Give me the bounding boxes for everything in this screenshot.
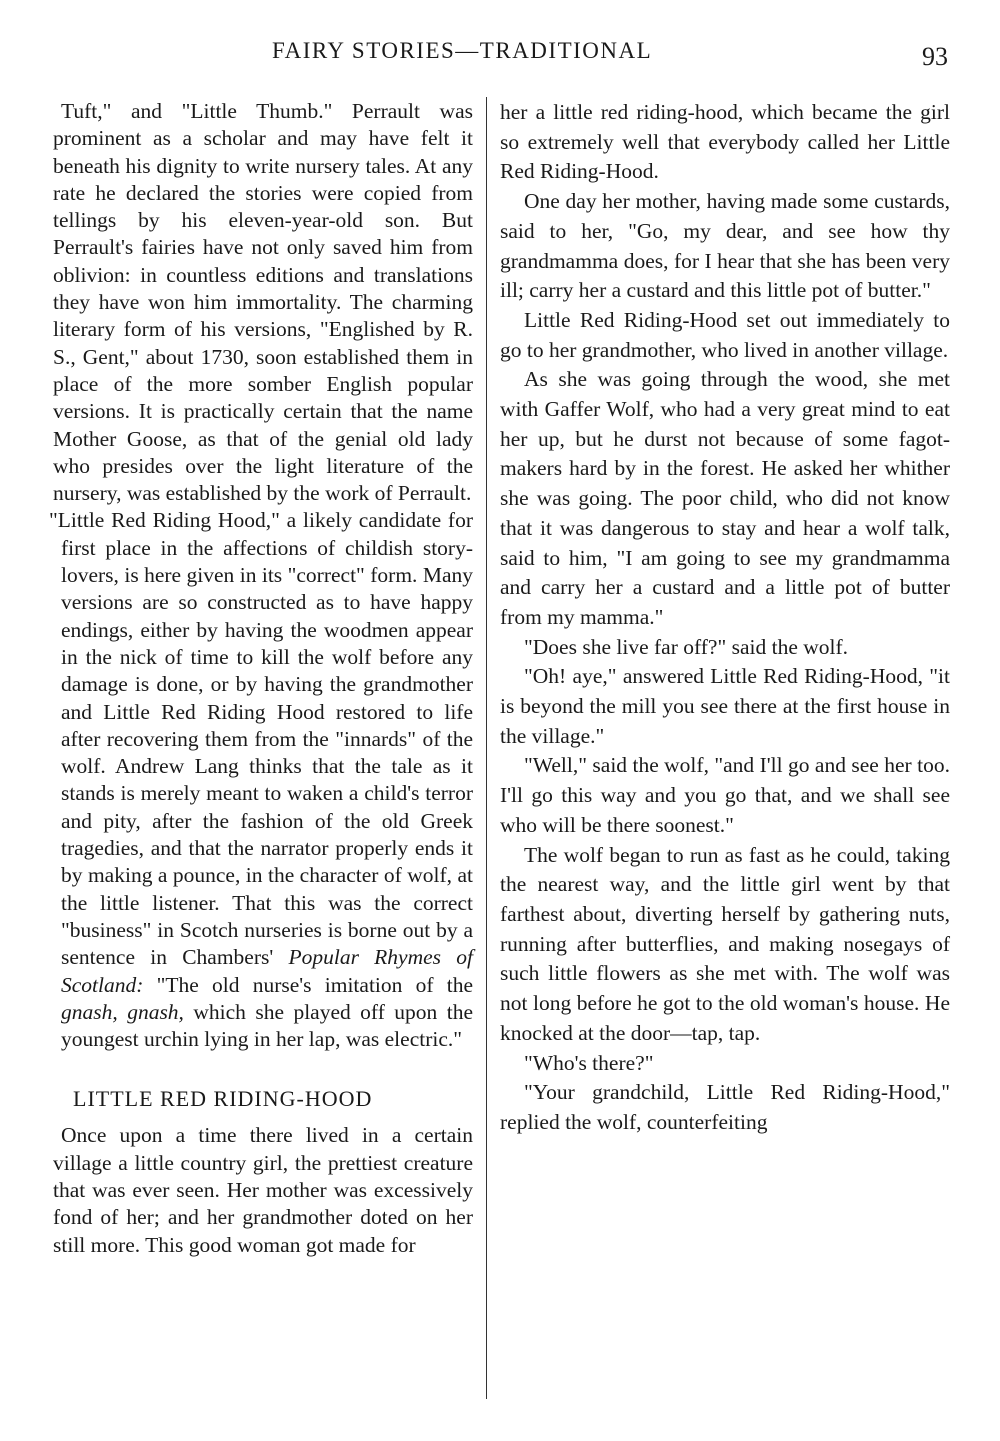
dialogue-line: "Oh! aye," answered Little Red Riding-Hood, "it is beyond the mill you see there at the first house in the village." (500, 664, 950, 748)
intro-paragraph-2 (49, 507, 473, 1053)
story-heading: LITTLE RED RIDING-HOOD (73, 1086, 373, 1112)
page-header (0, 30, 1000, 80)
page-number: 93 (922, 42, 948, 71)
dialogue-line: "Your grandchild, Little Red Riding-Hood," replied the wolf, counterfeiting (500, 1080, 950, 1134)
quote-text-after: which she played off upon the youngest urchin lying in her lap, was electric." (61, 999, 473, 1052)
running-title: FAIRY STORIES—TRADITIONAL (272, 38, 653, 63)
right-column (500, 98, 950, 1138)
story-paragraph: The wolf began to run as fast as he could, taking the nearest way, and the little girl went by that farthest about, diverting herself by gathering nuts, running after butterflies, and making nosegays of such little flowers as she met with. The wolf was not long before he got to the old woman's house. He knocked at the door—tap, tap. (500, 842, 950, 1045)
left-column (49, 98, 473, 1259)
story-paragraph: One day her mother, having made some custards, said to her, "Go, my dear, and see how thy grandmamma does, for I hear that she has been very ill; carry her a custard and this little pot of butter." (500, 189, 950, 303)
dialogue-line: "Does she live far off?" said the wolf. (524, 634, 849, 659)
gnash-word-2: gnash, (127, 999, 184, 1024)
story-paragraph-continued: her a little red riding-hood, which became the girl so extremely well that everybody called her Little Red Riding-Hood. (500, 100, 950, 184)
intro-paragraph-2-text: "Little Red Riding Hood," a likely candidate for first place in the affections of childish story-lovers, is here given in its "correct" form. Many versions are so constructed as to have happy endings, either by having the woodmen appear in the nick of time to kill the wolf before any damage is done, or by having the grandmother and Little Red Riding Hood restored to life after recovering them from the "innards" of the wolf. Andrew Lang thinks that the tale as it stands is merely meant to waken a child's terror and pity, after the fashion of the old Greek tragedies, and that the narrator properly ends it by making a pounce, in the character of wolf, at the little listener. That this was the correct "business" in Scotch nurseries is borne out by a sentence in Chambers' (49, 508, 473, 970)
story-paragraph: Little Red Riding-Hood set out immediately to go to her grandmother, who lived in another village. (500, 307, 950, 362)
dialogue-line: "Who's there?" (524, 1050, 654, 1075)
quote-text-before: "The old nurse's imitation of the (143, 972, 473, 997)
gnash-word-1: gnash, (61, 999, 118, 1024)
dialogue-line: "Well," said the wolf, "and I'll go and see her too. I'll go this way and you go that, and we shall see who will be there soonest." (500, 753, 950, 837)
story-paragraph-1: Once upon a time there lived in a certain village a little country girl, the prettiest creature that was ever seen. Her mother was excessively fond of her; and her grandmother doted on her still more. This good woman got made for (53, 1123, 473, 1257)
intro-paragraph-1: Tuft," and "Little Thumb." Perrault was prominent as a scholar and may have felt it beneath his dignity to write nursery tales. At any rate he declared the stories were copied from tellings by his eleven-year-old son. But Perrault's fairies have not only saved him from oblivion: in countless editions and translations they have won him immortality. The charming literary form of his versions, "Englished by R. S., Gent," about 1730, soon established them in place of the more somber English popular versions. It is practically certain that the name Mother Goose, as that of the genial old lady who presides over the light literature of the nursery, was established by the work of Perrault. (53, 99, 473, 506)
story-paragraph: As she was going through the wood, she met with Gaffer Wolf, who had a very great mind to eat her up, but he durst not because of some fagot-makers hard by in the forest. He asked her whither she was going. The poor child, who did not know that it was dangerous to stay and hear a wolf talk, said to him, "I am going to see my grandmamma and carry her a custard and a little pot of butter from my mamma." (500, 367, 950, 629)
column-divider (486, 97, 487, 1399)
book-title: Popular Rhymes of Scotland: (61, 945, 473, 997)
